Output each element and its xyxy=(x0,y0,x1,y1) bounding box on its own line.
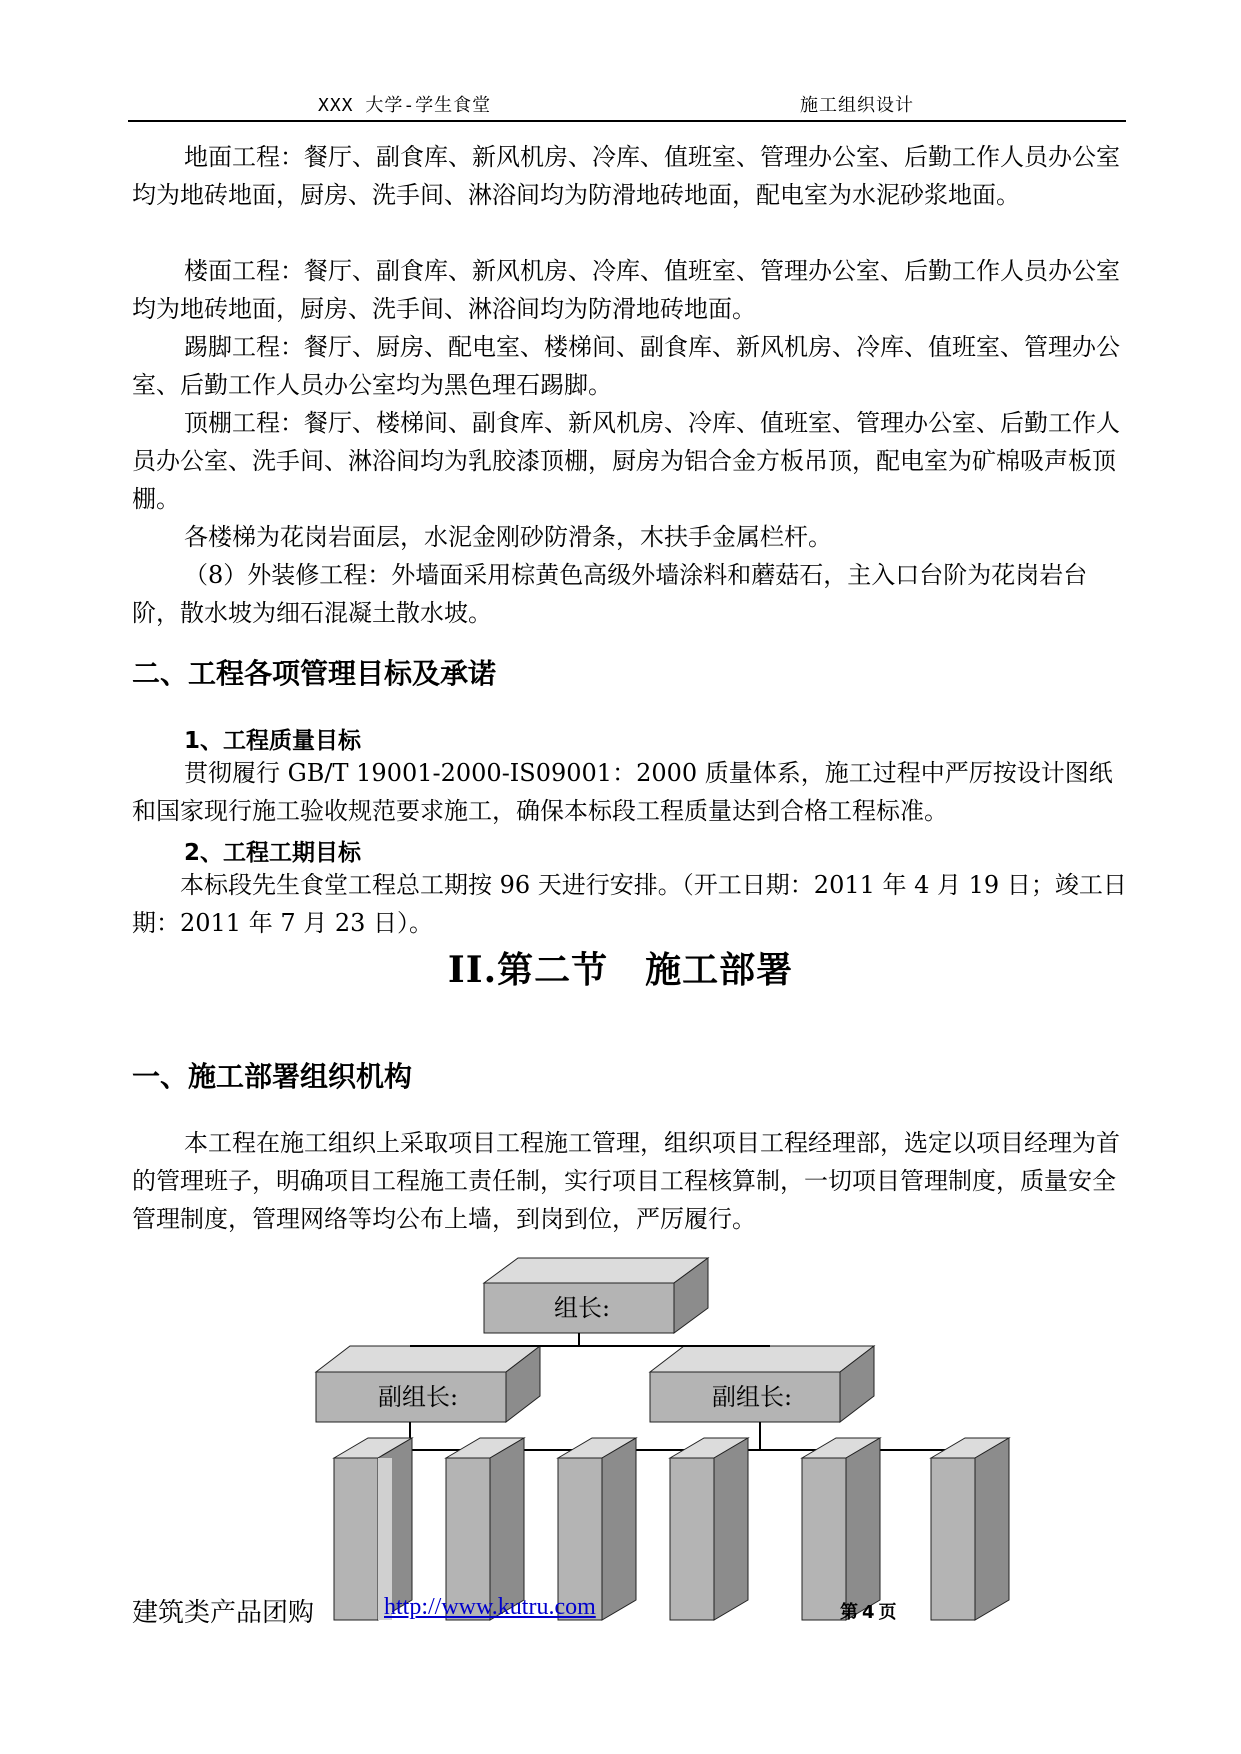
paragraph-floor-upper-text: 楼面工程：餐厅、副食库、新风机房、冷库、值班室、管理办公室、后勤工作人员办公室均为地砖地面，厨房、洗手间、淋浴间均为防滑地砖地面。 xyxy=(132,257,1120,323)
deputy-right-box-top xyxy=(650,1346,874,1372)
deputy-left-box-top xyxy=(316,1346,540,1372)
section-title-org: 一、施工部署组织机构 xyxy=(132,1060,413,1093)
page-number-value: 4 xyxy=(862,1602,875,1623)
subsection-title-schedule: 2、工程工期目标 xyxy=(184,840,362,866)
paragraph-stairs-text: 各楼梯为花岗岩面层，水泥金刚砂防滑条，木扶手金属栏杆。 xyxy=(184,523,832,551)
member-column-6 xyxy=(931,1438,1009,1620)
footer-text: 建筑类产品团购 xyxy=(132,1598,315,1628)
leader-box-top xyxy=(484,1258,708,1283)
member-column-2 xyxy=(446,1438,524,1620)
deputy-left-label: 副组长: xyxy=(378,1383,459,1411)
paragraph-ceiling-text: 顶棚工程：餐厅、楼梯间、副食库、新风机房、冷库、值班室、管理办公室、后勤工作人员办公室、洗手间、淋浴间均为乳胶漆顶棚，厨房为铝合金方板吊顶，配电室为矿棉吸声板顶棚。 xyxy=(132,409,1120,513)
footer-link[interactable]: http://www.kutru.com xyxy=(384,1594,596,1620)
paragraph-exterior-text: （8）外装修工程：外墙面采用棕黄色高级外墙涂料和蘑菇石，主入口台阶为花岗岩台阶，散水坡为细石混凝土散水坡。 xyxy=(132,561,1088,627)
member-column-3 xyxy=(558,1438,636,1620)
member-column-1 xyxy=(334,1438,412,1620)
chapter-title: II.第二节 施工部署 xyxy=(447,949,794,991)
deputy-right-label: 副组长: xyxy=(712,1383,793,1411)
paragraph-skirting-text: 踢脚工程：餐厅、厨房、配电室、楼梯间、副食库、新风机房、冷库、值班室、管理办公室、后勤工作人员办公室均为黑色理石踢脚。 xyxy=(132,333,1120,399)
paragraph-org-text: 本工程在施工组织上采取项目工程施工管理，组织项目工程经理部，选定以项目经理为首的管理班子，明确项目工程施工责任制，实行项目工程核算制，一切项目管理制度，质量安全管理制度，管理网络等均公布上墙，到岗到位，严厉履行。 xyxy=(132,1129,1120,1233)
page-number-prefix: 第 xyxy=(840,1602,858,1623)
header-title-right: 施工组织设计 xyxy=(800,95,914,116)
member-column-4 xyxy=(670,1438,748,1620)
page-number xyxy=(836,1598,897,1624)
paragraph-floor-text: 地面工程：餐厅、副食库、新风机房、冷库、值班室、管理办公室、后勤工作人员办公室均为地砖地面，厨房、洗手间、淋浴间均为防滑地砖地面，配电室为水泥砂浆地面。 xyxy=(132,143,1120,209)
section-title-goals: 二、工程各项管理目标及承诺 xyxy=(132,657,497,690)
member-column-5 xyxy=(802,1438,880,1620)
paragraph-schedule-text: 本标段先生食堂工程总工期按 96 天进行安排。（开工日期：2011 年 4 月 19 日；竣工日期：2011 年 7 月 23 日）。 xyxy=(132,871,1127,937)
page-number-suffix: 页 xyxy=(878,1602,897,1623)
leader-label: 组长: xyxy=(554,1294,611,1322)
subsection-title-quality: 1、工程质量目标 xyxy=(184,728,362,754)
header-title-left: XXX 大学-学生食堂 xyxy=(318,95,492,116)
paragraph-quality-text: 贯彻履行 GB/T 19001-2000-IS09001：2000 质量体系，施工过程中严厉按设计图纸和国家现行施工验收规范要求施工，确保本标段工程质量达到合格工程标准。 xyxy=(132,759,1113,825)
